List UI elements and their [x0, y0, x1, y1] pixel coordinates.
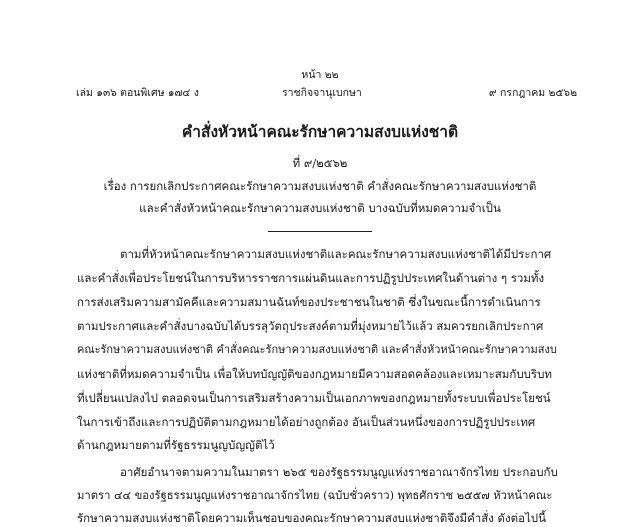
body-line: การส่งเสริมความสามัคคีและความสมานฉันท์ของประชาชนในชาติ ซึ่งในขณะนี้การดำเนินการ	[77, 295, 541, 309]
body-line: และคำสั่งเพื่อประโยชน์ในการบริหารราชการแผ่นดินและการปฏิรูปประเทศในด้านต่าง ๆ รวมทั้ง	[77, 271, 545, 285]
body-line: ตามประกาศและคำสั่งบางฉบับได้บรรลุวัตถุประสงค์ตามที่มุ่งหมายไว้แล้ว สมควรยกเลิกประกาศ	[77, 319, 544, 333]
body-line: มาตรา ๔๔ ของรัฐธรรมนูญแห่งราชอาณาจักรไทย (ฉบับชั่วคราว) พุทธศักราช ๒๕๕๗ หัวหน้าคณะ	[77, 489, 553, 502]
body-line: รักษาความสงบแห่งชาติโดยความเห็นชอบของคณะรักษาความสงบแห่งชาติจึงมีคำสั่ง ดังต่อไปนี้	[77, 511, 546, 525]
page-number: หน้า ๒๒	[301, 69, 339, 81]
body-line: ตามที่หัวหน้าคณะรักษาความสงบแห่งชาติและคณะรักษาความสงบแห่งชาติได้มีประกาศ	[120, 247, 552, 261]
document-title: คำสั่งหัวหน้าคณะรักษาความสงบแห่งชาติ	[181, 122, 459, 141]
subject-line-1: เรื่อง การยกเลิกประกาศคณะรักษาความสงบแห่งชาติ คำสั่งคณะรักษาความสงบแห่งชาติ	[103, 179, 537, 193]
gazette-name: ราชกิจจานุเบกษา	[282, 87, 362, 99]
body-line: ที่เปลี่ยนแปลงไป ตลอดจนเป็นการเสริมสร้างความเป็นเอกภาพของกฎหมายทั้งระบบเพื่อประโยชน์	[77, 391, 551, 405]
order-number: ที่ ๙/๒๕๖๒	[292, 156, 348, 170]
body-line: อาศัยอำนาจตามความในมาตรา ๒๖๕ ของรัฐธรรมนูญแห่งราชอาณาจักรไทย ประกอบกับ	[120, 465, 558, 479]
body-line: แห่งชาติที่หมดความจำเป็น เพื่อให้บทบัญญัติของกฎหมายมีความสอดคล้องและเหมาะสมกับบริบท	[77, 367, 552, 381]
body-line: ในการเข้าถึงและการปฏิบัติตามกฎหมายได้อย่างถูกต้อง อันเป็นส่วนหนึ่งของการปฏิรูปประเทศ	[77, 415, 536, 429]
subject-line-2: และคำสั่งหัวหน้าคณะรักษาความสงบแห่งชาติ บางฉบับที่หมดความจำเป็น	[139, 201, 501, 215]
volume-info: เล่ม ๑๓๖ ตอนพิเศษ ๑๗๔ ง	[76, 87, 199, 99]
publish-date: ๙ กรกฎาคม ๒๕๖๒	[488, 87, 577, 99]
body-line: คณะรักษาความสงบแห่งชาติ คำสั่งคณะรักษาความสงบแห่งชาติ และคำสั่งหัวหน้าคณะรักษาความสงบ	[77, 343, 557, 356]
title-divider	[268, 231, 372, 232]
body-line: ด้านกฎหมายตามที่รัฐธรรมนูญบัญญัติไว้	[77, 438, 275, 452]
